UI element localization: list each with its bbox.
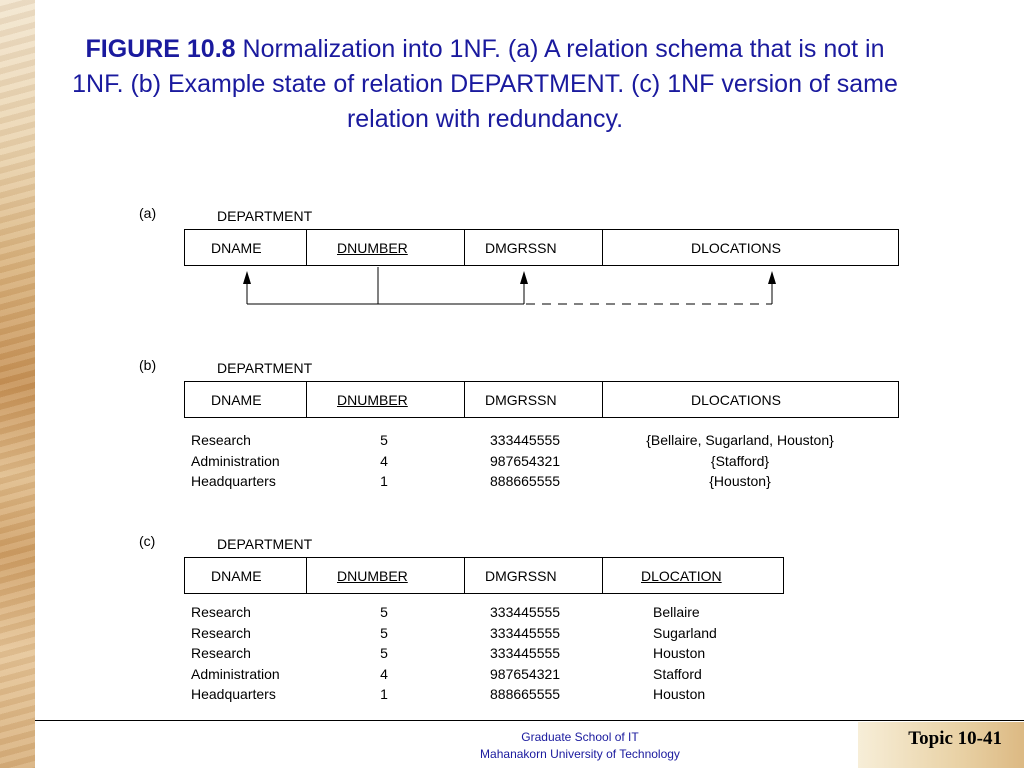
- topic-badge: [858, 722, 1024, 768]
- table-cell: Bellaire: [653, 604, 700, 620]
- table-cell: Administration: [191, 665, 280, 682]
- table-cell: {Houston}: [709, 473, 771, 489]
- table-cell: 333445555: [490, 624, 561, 641]
- table-cell: Research: [191, 432, 251, 448]
- table-cell: Stafford: [653, 665, 702, 682]
- table-cell: 4: [380, 452, 388, 469]
- table-cell: Headquarters: [191, 686, 276, 702]
- part-b-relation-name: DEPARTMENT: [217, 360, 313, 376]
- part-c-relation-name: DEPARTMENT: [217, 536, 313, 552]
- part-b-label: (b): [139, 357, 157, 373]
- part-a-label: (a): [139, 205, 157, 221]
- footer: [300, 729, 860, 763]
- table-cell: Research: [191, 645, 251, 661]
- footer-school: Graduate School of IT: [521, 730, 639, 744]
- part-c-label: (c): [139, 533, 156, 549]
- part-c-schema: [184, 557, 784, 594]
- footer-university: Mahanakorn University of Technology: [480, 747, 680, 761]
- table-cell: 5: [380, 604, 388, 620]
- figure-number: FIGURE 10.8: [85, 35, 236, 63]
- table-cell: Research: [191, 624, 251, 641]
- part-b-col-dmgrssn: DMGRSSN: [465, 382, 603, 417]
- part-c-col-dname: DNAME: [185, 558, 307, 593]
- part-a-col-dlocations: DLOCATIONS: [691, 239, 781, 256]
- table-cell: {Stafford}: [710, 452, 770, 469]
- part-b-col-dnumber: DNUMBER: [307, 382, 465, 417]
- part-c-col-dlocation: DLOCATION: [641, 567, 722, 584]
- table-cell: 888665555: [490, 473, 561, 489]
- table-cell: 987654321: [490, 665, 561, 682]
- figure-caption-text: Normalization into 1NF. (a) A relation schema that is not in 1NF. (b) Example state of relation DEPARTMENT. (c) 1NF version of same relation with redundancy.: [72, 35, 898, 133]
- table-cell: Headquarters: [191, 473, 276, 489]
- table-cell: 333445555: [490, 645, 561, 661]
- part-b-schema: [184, 381, 899, 418]
- part-c-col-dmgrssn: DMGRSSN: [465, 558, 603, 593]
- table-cell: 5: [380, 432, 388, 448]
- table-cell: Research: [191, 604, 251, 620]
- table-cell: 5: [380, 624, 388, 641]
- table-cell: 4: [380, 665, 388, 682]
- table-cell: 987654321: [490, 452, 561, 469]
- part-b-col-dlocations: DLOCATIONS: [691, 391, 781, 408]
- table-cell: {Bellaire, Sugarland, Houston}: [646, 432, 834, 448]
- table-cell: 5: [380, 645, 388, 661]
- part-a-col-dnumber: DNUMBER: [307, 230, 465, 265]
- table-cell: Sugarland: [653, 624, 717, 641]
- part-a-relation-name: DEPARTMENT: [217, 208, 313, 224]
- part-c-col-dnumber: DNUMBER: [307, 558, 465, 593]
- table-cell: 333445555: [490, 432, 561, 448]
- part-a-col-dmgrssn: DMGRSSN: [465, 230, 603, 265]
- table-cell: 1: [380, 473, 388, 489]
- table-cell: 888665555: [490, 686, 561, 702]
- table-cell: 333445555: [490, 604, 561, 620]
- table-cell: Houston: [653, 686, 706, 702]
- table-cell: Administration: [191, 452, 280, 469]
- part-b-col-dname: DNAME: [185, 382, 307, 417]
- part-a-col-dname: DNAME: [185, 230, 307, 265]
- topic-number: Topic 10-41: [908, 728, 1002, 749]
- table-cell: Houston: [653, 645, 706, 661]
- table-cell: 1: [380, 686, 388, 702]
- footer-divider: [35, 720, 1024, 721]
